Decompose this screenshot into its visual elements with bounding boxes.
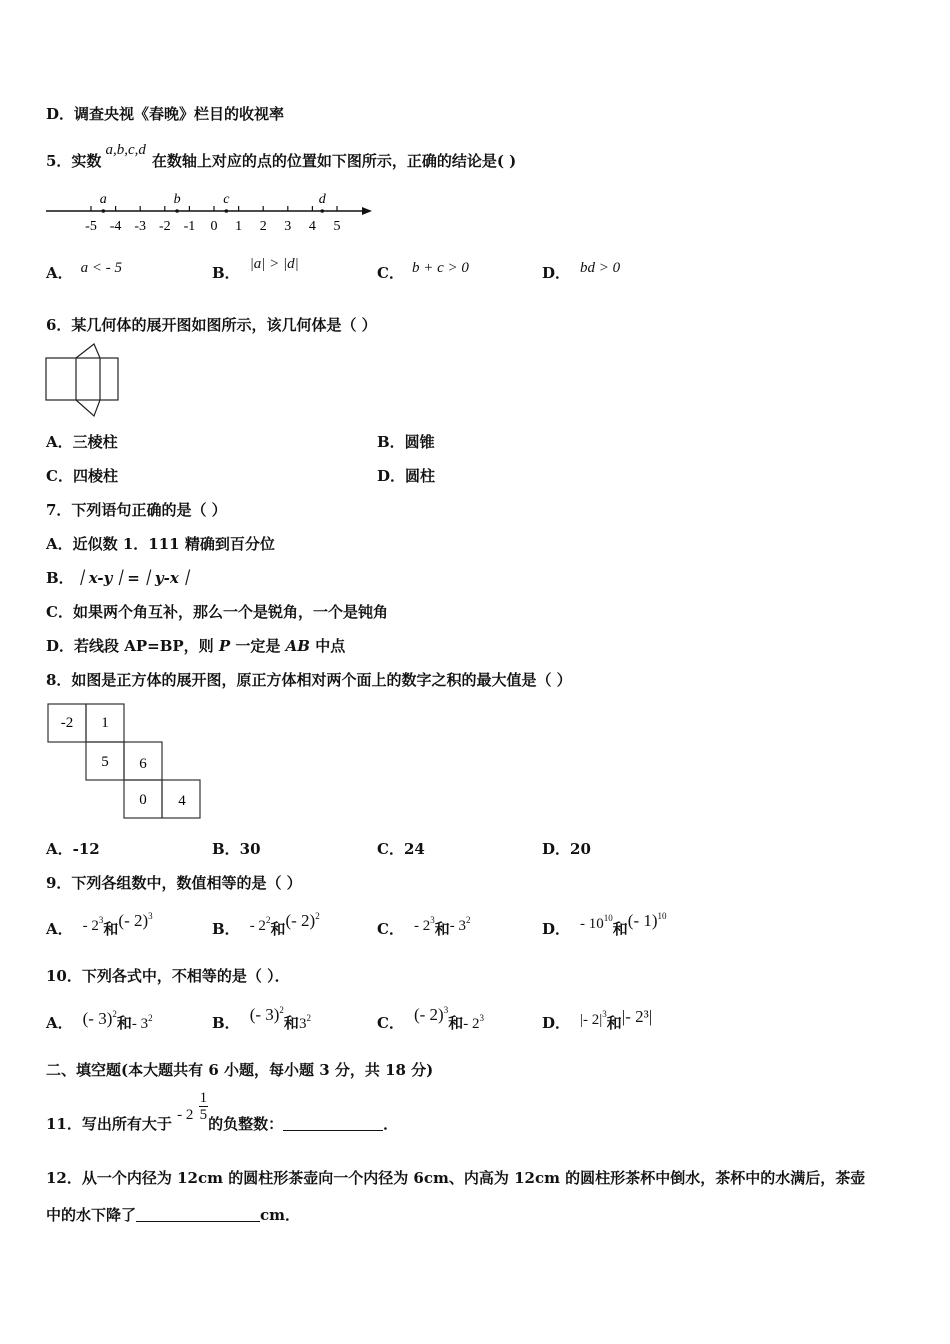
conj-he: 和: [448, 1014, 464, 1032]
point-c: [225, 209, 229, 213]
exponent: 2: [112, 1009, 117, 1019]
tick-label: 5: [333, 219, 341, 234]
q5-prefix: 5．实数: [46, 152, 102, 170]
option-letter: B．: [46, 569, 74, 587]
cell-text: 1: [101, 715, 109, 731]
expr-left: - 2: [413, 918, 431, 934]
option-letter: B．: [212, 264, 240, 282]
option-letter: D．: [542, 920, 571, 938]
q9-option-c[interactable]: [377, 915, 471, 939]
exponent: 2: [465, 915, 471, 925]
fraction-denominator: 5: [199, 1107, 208, 1123]
tick-label: 3: [284, 219, 292, 234]
conj-he: 和: [270, 920, 286, 938]
q12-suffix: cm．: [260, 1206, 301, 1224]
conj-he: 和: [116, 1014, 132, 1032]
option-expr: bd > 0: [580, 260, 621, 276]
point-label-c: c: [223, 192, 230, 207]
segment-ab: AB: [285, 637, 310, 655]
conj-he: 和: [606, 1014, 622, 1032]
q11-prefix: 11．写出所有大于: [46, 1114, 172, 1133]
option-letter: A．: [46, 920, 73, 938]
option-letter: B．: [212, 920, 240, 938]
option-letter: C．: [377, 1014, 404, 1032]
q9-stem: 9．下列各组数中，数值相等的是（ ）: [46, 874, 302, 892]
cube-net-figure: [46, 702, 206, 824]
conj-he: 和: [283, 1014, 299, 1032]
exponent: 2: [315, 911, 320, 921]
conj-he: 和: [434, 920, 450, 938]
q5-option-d[interactable]: [542, 262, 620, 283]
q10-option-c[interactable]: [377, 1005, 484, 1033]
exponent: 2: [265, 915, 271, 925]
option-letter: A．: [46, 1014, 73, 1032]
expr-right: - 3: [449, 918, 466, 934]
fraction-numerator: 1: [199, 1090, 208, 1106]
point-d: [320, 209, 324, 213]
fraction: [199, 1090, 209, 1123]
expr-left: - 2: [82, 918, 99, 934]
expr-right: - 2: [463, 1016, 480, 1032]
cell-text: 5: [101, 754, 109, 770]
q5-stem: [46, 142, 517, 171]
q4-option-d: D．调查央视《春晚》栏目的收视率: [46, 105, 285, 123]
q12-answer-blank[interactable]: [136, 1221, 260, 1222]
option-letter: B．: [212, 1014, 240, 1032]
exponent: 10: [603, 913, 613, 923]
exponent: 3: [443, 1005, 449, 1015]
option-expr: |a| > |d|: [249, 256, 299, 272]
q5-option-a[interactable]: [46, 262, 122, 283]
tick-label: -5: [85, 219, 97, 234]
section-2-title: 二、填空题(本大题共有 6 小题，每小题 3 分，共 18 分): [46, 1061, 434, 1079]
conj-he: 和: [612, 920, 628, 938]
tick-label: 4: [308, 219, 316, 234]
expr-left: |- 2|: [580, 1012, 603, 1028]
q12-line1: 12．从一个内径为 12cm 的圆柱形茶壶向一个内径为 6cm、内高为 12cm 的圆柱形茶杯中倒水，茶杯中的水满后，茶壶: [46, 1169, 866, 1187]
point-p: P: [218, 637, 231, 655]
option-expr: ｜x-y｜=｜y-x｜: [73, 569, 194, 587]
option-letter: A．: [46, 264, 73, 282]
tick-label: -1: [183, 219, 196, 234]
tick-label: 1: [235, 219, 243, 234]
cell-text: -2: [60, 715, 74, 731]
q9-option-b[interactable]: [212, 911, 320, 939]
tick-label: 2: [259, 219, 267, 234]
exponent: 2: [148, 1013, 153, 1023]
tick-label: -3: [134, 219, 147, 234]
option-expr: a < - 5: [80, 260, 123, 276]
exponent: 3: [98, 915, 104, 925]
exponent: 3: [148, 911, 153, 921]
prism-net-figure: [44, 342, 124, 420]
point-b: [175, 209, 179, 213]
axis-arrow: [362, 207, 372, 215]
option-letter: C．: [377, 920, 404, 938]
q12-line2: [46, 1204, 300, 1225]
q12-prefix: 中的水下降了: [46, 1206, 137, 1224]
q7-option-d[interactable]: [46, 635, 345, 656]
q10-option-d[interactable]: [542, 1007, 653, 1033]
q6-option-c[interactable]: C．四棱柱: [46, 467, 118, 485]
q7-stem: 7．下列语句正确的是（ ）: [46, 501, 227, 519]
exponent: 3: [602, 1009, 607, 1019]
option-text: D．若线段 AP=BP，则: [46, 637, 219, 655]
option-text: 中点: [309, 637, 346, 655]
point-label-b: b: [173, 192, 181, 207]
point-label-d: d: [318, 192, 326, 207]
q8-stem: 8．如图是正方体的展开图，原正方体相对两个面上的数字之积的最大值是（ ）: [46, 671, 572, 689]
point-label-a: a: [99, 192, 107, 207]
option-letter: D．: [542, 1014, 571, 1032]
q9-option-a[interactable]: [46, 911, 153, 939]
q11-end: ．: [383, 1114, 399, 1133]
q6-option-a[interactable]: A．三棱柱: [46, 433, 118, 451]
tick-label: 0: [210, 219, 218, 234]
q10-option-a[interactable]: [46, 1009, 153, 1033]
option-letter: C．: [377, 264, 404, 282]
mixed-whole: - 2: [177, 1106, 194, 1123]
exponent: 3: [430, 915, 435, 925]
q8-option-b[interactable]: B．30: [212, 840, 261, 858]
q9-option-d[interactable]: [542, 911, 667, 939]
exponent: 2: [279, 1005, 284, 1015]
q5-option-c[interactable]: [377, 262, 469, 283]
expr-right: (- 2): [285, 911, 316, 930]
q5-option-b[interactable]: [212, 256, 299, 283]
option-text: 一定是: [230, 637, 286, 655]
q10-stem: 10．下列各式中，不相等的是（ ）．: [46, 967, 290, 985]
exponent: 10: [657, 911, 667, 921]
option-expr: b + c > 0: [411, 260, 469, 276]
q11-suffix: 的负整数：: [208, 1114, 284, 1133]
q11-stem: [46, 1090, 399, 1133]
cell-text: 0: [139, 792, 147, 808]
point-a: [102, 209, 106, 213]
q8-option-d[interactable]: D．20: [542, 840, 591, 858]
q7-option-a[interactable]: A．近似数 1．111 精确到百分位: [46, 535, 275, 553]
expr-right: |- 2³|: [621, 1007, 653, 1026]
expr-right: 3: [298, 1016, 307, 1032]
q5-suffix: 在数轴上对应的点的位置如下图所示，正确的结论是( ): [151, 152, 517, 170]
expr-right: - 3: [131, 1016, 149, 1032]
q8-option-c[interactable]: C．24: [377, 840, 425, 858]
expr-left: (- 2): [413, 1005, 444, 1024]
expr-right: (- 1): [627, 911, 658, 930]
q7-option-b[interactable]: [46, 567, 194, 588]
q6-stem: 6．某几何体的展开图如图所示，该几何体是（ ）: [46, 316, 377, 334]
q8-option-a[interactable]: A．-12: [46, 840, 100, 858]
q10-option-b[interactable]: [212, 1005, 311, 1033]
q7-option-c[interactable]: C．如果两个角互补，那么一个是锐角，一个是钝角: [46, 603, 388, 621]
exponent: 3: [479, 1013, 484, 1023]
expr-right: (- 2): [118, 911, 149, 930]
q5-vars: a,b,c,d: [105, 142, 146, 158]
expr-left: (- 3): [249, 1005, 280, 1024]
cell-text: 6: [139, 756, 147, 772]
q6-option-b[interactable]: B．圆锥: [377, 433, 435, 451]
q6-option-d[interactable]: D．圆柱: [377, 467, 436, 485]
option-letter: D．: [542, 264, 571, 282]
tick-label: -2: [158, 219, 171, 234]
exponent: 2: [306, 1013, 311, 1023]
expr-left: - 2: [249, 918, 266, 934]
q11-answer-blank[interactable]: [283, 1130, 383, 1131]
conj-he: 和: [103, 920, 119, 938]
tick-label: -4: [109, 219, 122, 234]
q5-number-line: [44, 190, 384, 240]
cell-text: 4: [178, 793, 186, 809]
expr-left: - 10: [580, 916, 604, 932]
expr-left: (- 3): [82, 1009, 113, 1028]
